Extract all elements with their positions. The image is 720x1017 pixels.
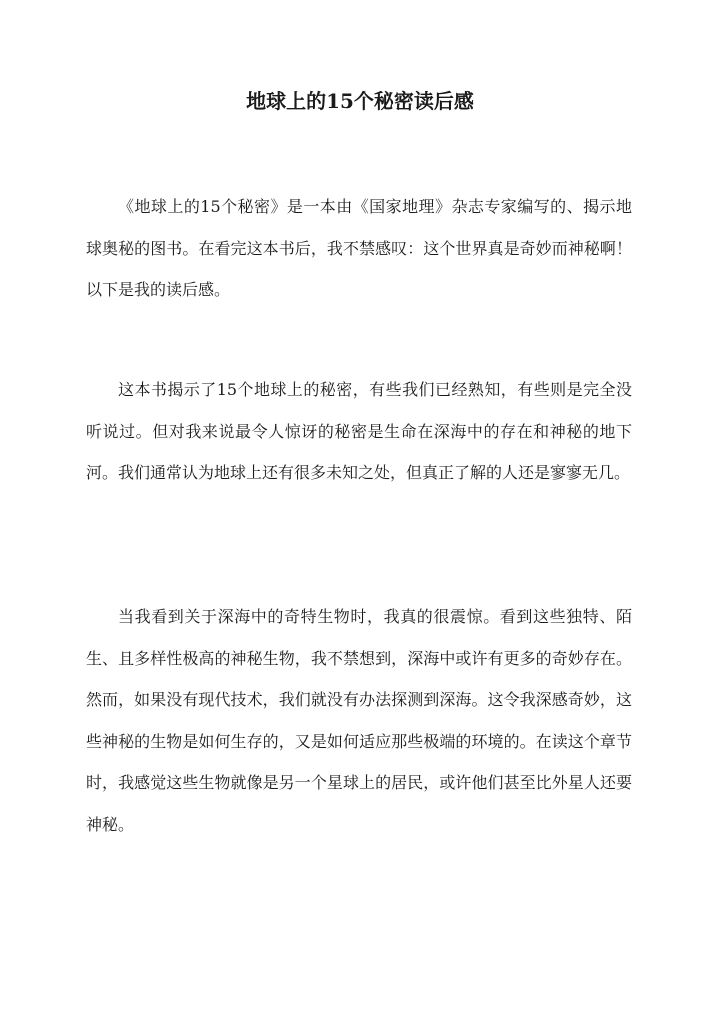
paragraph-3: 当我看到关于深海中的奇特生物时，我真的很震惊。看到这些独特、陌生、且多样性极高的神秘生物，我不禁想到，深海中或许有更多的奇妙存在。然而，如果没有现代技术，我们就没有办法探测到深海。这令我深感奇妙，这些神秘的生物是如何生存的，又是如何适应那些极端的环境的。在读这个章节时，我感觉这些生物就像是另一个星球上的居民，或许他们甚至比外星人还要神秘。	[86, 607, 632, 834]
document-title: 地球上的15个秘密读后感	[246, 89, 474, 113]
paragraph-1: 《地球上的15个秘密》是一本由《国家地理》杂志专家编写的、揭示地球奥秘的图书。在看完这本书后，我不禁感叹：这个世界真是奇妙而神秘啊！以下是我的读后感。	[86, 197, 632, 299]
paragraph-2: 这本书揭示了15个地球上的秘密，有些我们已经熟知，有些则是完全没听说过。但对我来说最令人惊讶的秘密是生命在深海中的存在和神秘的地下河。我们通常认为地球上还有很多未知之处，但真正了解的人还是寥寥无几。	[86, 380, 632, 482]
